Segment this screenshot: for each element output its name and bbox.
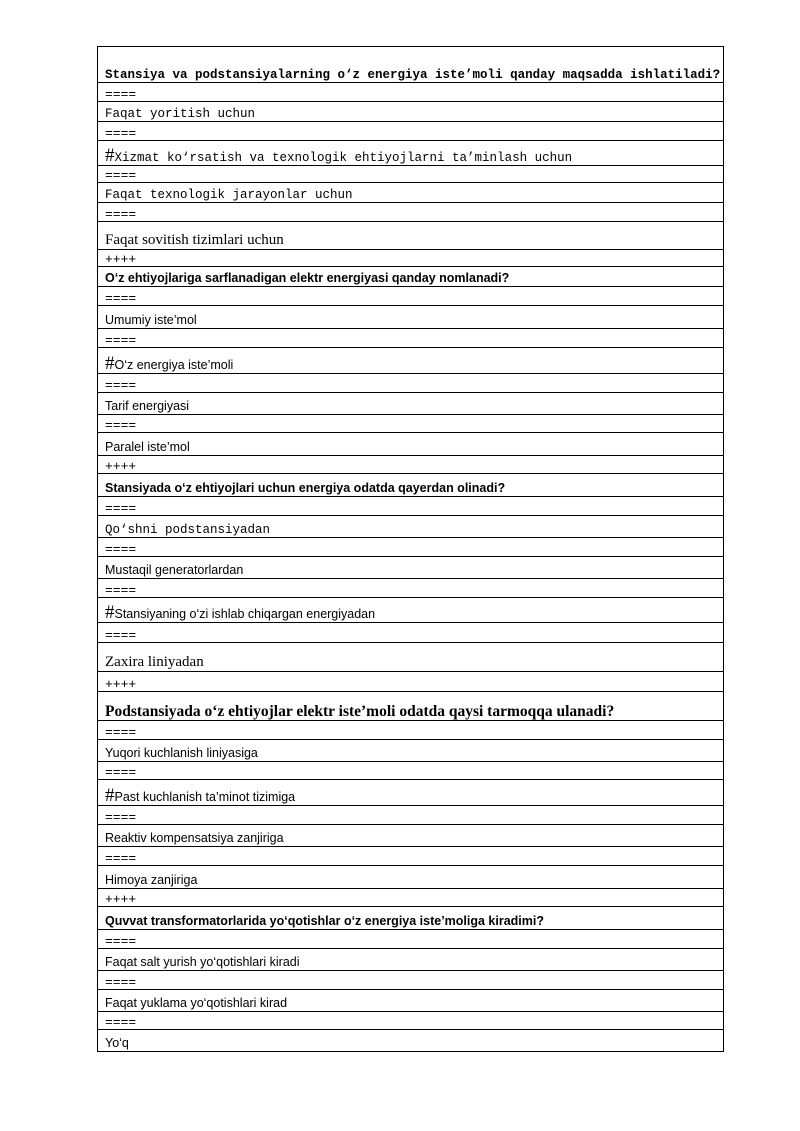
separator-row: [98, 122, 724, 141]
answer-row: [98, 1030, 724, 1052]
separator-text: ====: [105, 934, 137, 949]
answer-text: Xizmat ko‘rsatish va texnologik ehtiyojlarni ta’minlash uchun: [114, 151, 573, 165]
separator-text: ====: [105, 851, 137, 866]
answer-cell: [98, 433, 724, 456]
separator-text: ++++: [105, 459, 137, 474]
separator-row: [98, 930, 724, 949]
question-cell: [98, 474, 724, 497]
answer-cell: [98, 990, 724, 1012]
question-text: Stansiya va podstansiyalarning o‘z energiya iste’moli qanday maqsadda ishlatiladi?: [105, 68, 721, 82]
separator-row: [98, 1012, 724, 1030]
answer-text: Mustaqil generatorlardan: [105, 563, 244, 577]
separator-text: ====: [105, 501, 137, 516]
separator-cell: [98, 762, 724, 780]
separator-row: [98, 166, 724, 183]
separator-row: [98, 497, 724, 516]
separator-cell: [98, 847, 724, 866]
answer-row: [98, 740, 724, 762]
answer-cell: [98, 141, 724, 166]
question-text: Quvvat transformatorlarida yo‘qotishlar o‘z energiya iste’moliga kiradimi?: [105, 914, 545, 928]
answer-cell: [98, 740, 724, 762]
answer-row: [98, 780, 724, 806]
question-row: [98, 474, 724, 497]
answer-row: [98, 433, 724, 456]
answer-text: Umumiy iste’mol: [105, 313, 197, 327]
separator-cell: [98, 930, 724, 949]
answer-text: Tarif energiyasi: [105, 399, 190, 413]
answer-text: Qo‘shni podstansiyadan: [105, 523, 271, 537]
separator-cell: [98, 623, 724, 643]
answer-row: [98, 102, 724, 122]
separator-cell: [98, 1012, 724, 1030]
separator-text: ====: [105, 583, 137, 598]
answer-cell: [98, 102, 724, 122]
separator-text: ++++: [105, 892, 137, 907]
separator-cell: [98, 497, 724, 516]
answer-cell: [98, 598, 724, 623]
answer-cell: [98, 348, 724, 374]
separator-text: ====: [105, 291, 137, 306]
answer-cell: [98, 949, 724, 971]
separator-text: ====: [105, 168, 137, 183]
separator-cell: [98, 374, 724, 393]
separator-text: ====: [105, 542, 137, 557]
answer-row: [98, 643, 724, 672]
separator-text: ====: [105, 810, 137, 825]
separator-row: [98, 579, 724, 598]
separator-text: ====: [105, 378, 137, 393]
question-text: Stansiyada o‘z ehtiyojlari uchun energiya odatda qayerdan olinadi?: [105, 481, 506, 495]
separator-text: ====: [105, 333, 137, 348]
separator-cell: [98, 329, 724, 348]
separator-row: [98, 538, 724, 557]
answer-row: [98, 949, 724, 971]
separator-row: [98, 721, 724, 740]
question-row: [98, 692, 724, 721]
answer-row: [98, 516, 724, 538]
separator-text: ++++: [105, 677, 137, 692]
question-text: Podstansiyada o‘z ehtiyojlar elektr iste’moli odatda qaysi tarmoqqa ulanadi?: [105, 703, 615, 720]
separator-row: [98, 415, 724, 433]
answer-text: Himoya zanjiriga: [105, 873, 198, 887]
answer-text: Past kuchlanish ta’minot tizimiga: [114, 790, 296, 804]
question-cell: [98, 267, 724, 287]
answer-row: [98, 183, 724, 203]
answer-text: Paralel iste’mol: [105, 440, 190, 454]
answer-cell: [98, 866, 724, 889]
answer-row: [98, 141, 724, 166]
separator-row: [98, 83, 724, 102]
separator-row: [98, 623, 724, 643]
answer-cell: [98, 780, 724, 806]
correct-answer-marker: #: [105, 602, 115, 623]
separator-text: ++++: [105, 252, 137, 267]
separator-cell: [98, 889, 724, 907]
separator-cell: [98, 806, 724, 825]
separator-cell: [98, 83, 724, 102]
separator-row: [98, 329, 724, 348]
answer-row: [98, 990, 724, 1012]
separator-cell: [98, 203, 724, 222]
separator-row: [98, 672, 724, 692]
separator-text: ====: [105, 126, 137, 141]
answer-cell: [98, 516, 724, 538]
separator-cell: [98, 456, 724, 474]
separator-text: ====: [105, 207, 137, 222]
separator-cell: [98, 971, 724, 990]
separator-cell: [98, 122, 724, 141]
answer-text: Yo‘q: [105, 1036, 129, 1050]
separator-row: [98, 203, 724, 222]
answer-text: Faqat sovitish tizimlari uchun: [105, 232, 284, 248]
question-text: O‘z ehtiyojlariga sarflanadigan elektr energiyasi qanday nomlanadi?: [105, 271, 510, 285]
separator-text: ====: [105, 1015, 137, 1030]
separator-row: [98, 374, 724, 393]
answer-row: [98, 306, 724, 329]
separator-row: [98, 847, 724, 866]
answer-row: [98, 825, 724, 847]
answer-cell: [98, 1030, 724, 1052]
separator-row: [98, 287, 724, 306]
answer-row: [98, 222, 724, 250]
separator-cell: [98, 721, 724, 740]
separator-text: ====: [105, 765, 137, 780]
answer-cell: [98, 393, 724, 415]
answer-row: [98, 393, 724, 415]
answer-cell: [98, 183, 724, 203]
question-row: [98, 907, 724, 930]
answer-text: Zaxira liniyadan: [105, 654, 204, 670]
correct-answer-marker: #: [105, 785, 115, 806]
question-row: [98, 267, 724, 287]
separator-cell: [98, 672, 724, 692]
quiz-table: [97, 46, 724, 1052]
separator-row: [98, 806, 724, 825]
separator-row: [98, 250, 724, 267]
separator-cell: [98, 415, 724, 433]
answer-cell: [98, 825, 724, 847]
answer-cell: [98, 306, 724, 329]
separator-cell: [98, 538, 724, 557]
answer-cell: [98, 557, 724, 579]
separator-row: [98, 889, 724, 907]
answer-text: Stansiyaning o‘zi ishlab chiqargan energiyadan: [114, 607, 376, 621]
separator-cell: [98, 287, 724, 306]
answer-text: Faqat yoritish uchun: [105, 107, 256, 121]
answer-row: [98, 866, 724, 889]
correct-answer-marker: #: [105, 353, 115, 374]
separator-cell: [98, 579, 724, 598]
answer-text: Yuqori kuchlanish liniyasiga: [105, 746, 258, 760]
answer-text: Reaktiv kompensatsiya zanjiriga: [105, 831, 284, 845]
separator-text: ====: [105, 725, 137, 740]
answer-text: Faqat yuklama yo‘qotishlari kirad: [105, 996, 288, 1010]
answer-cell: [98, 222, 724, 250]
answer-text: Faqat salt yurish yo‘qotishlari kiradi: [105, 955, 300, 969]
separator-text: ====: [105, 975, 137, 990]
question-cell: [98, 47, 724, 83]
answer-text: O‘z energiya iste’moli: [114, 358, 234, 372]
separator-row: [98, 971, 724, 990]
answer-row: [98, 598, 724, 623]
answer-cell: [98, 643, 724, 672]
separator-text: ====: [105, 87, 137, 102]
separator-row: [98, 762, 724, 780]
answer-row: [98, 348, 724, 374]
question-cell: [98, 907, 724, 930]
separator-cell: [98, 250, 724, 267]
separator-cell: [98, 166, 724, 183]
answer-text: Faqat texnologik jarayonlar uchun: [105, 188, 353, 202]
answer-row: [98, 557, 724, 579]
quiz-table-body: [98, 47, 724, 1052]
question-cell: [98, 692, 724, 721]
correct-answer-marker: #: [105, 145, 115, 166]
separator-text: ====: [105, 418, 137, 433]
separator-text: ====: [105, 628, 137, 643]
question-row: [98, 47, 724, 83]
separator-row: [98, 456, 724, 474]
